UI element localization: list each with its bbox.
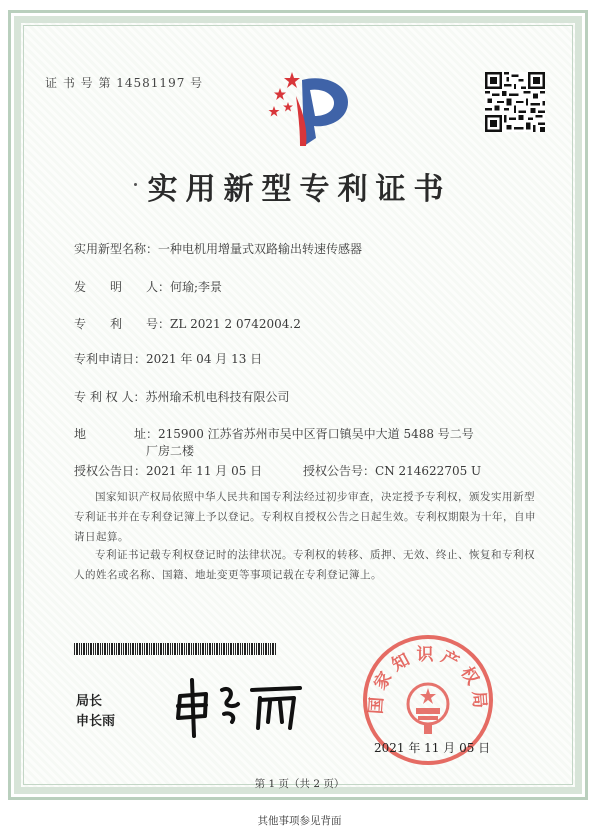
handwritten-signature [172,676,312,738]
field-inventor [74,278,222,295]
logo-star-2 [274,88,286,100]
field-value: 2021 年 04 月 13 日 [146,352,263,366]
logo-star-4 [283,102,293,112]
field-label: 授权公告号： [303,464,376,478]
certificate-number: 证 书 号 第 14581197 号 [45,76,204,90]
field-label: 地 址： [74,427,159,441]
field-label: 发 明 人： [74,280,171,294]
field-grant-date [74,462,262,479]
grant-statement-paragraph: 国家知识产权局依照中华人民共和国专利法经过初步审查，决定授予专利权，颁发实用新型专利证书并在专利登记簿上予以登记。专利权自授权公告之日起生效。专利权期限为十年，自申请日起算。 [74,491,536,543]
field-label: 专 利 号： [74,317,171,331]
field-value: 何瑜;李景 [170,280,223,294]
svg-text:国家知识产权局: 国家知识产权局 [366,645,490,715]
qr-code [485,72,545,132]
logo-star-3 [269,106,280,117]
field-label: 专利申请日： [74,352,147,366]
field-grant-number [303,462,481,479]
logo-star-1 [284,72,300,88]
cnipa-logo [262,66,354,150]
field-value: CN 214622705 U [375,464,482,478]
footer-note: 其他事项参见背面 [257,815,342,827]
field-value: 215900 江苏省苏州市吴中区胥口镇吴中大道 5488 号二号 [158,427,474,441]
field-patentee [74,388,289,405]
field-address-line2: 厂房二楼 [146,444,195,458]
legal-status-paragraph: 专利证书记载专利权登记时的法律状况。专利权的转移、质押、无效、终止、恢复和专利权人的姓名或名称、国籍、地址变更等事项记载在专利登记簿上。 [74,549,535,581]
certificate-title: 实用新型专利证书 [147,172,452,207]
seal-date: 2021 年 11 月 05 日 [374,741,491,755]
title-dot [134,183,137,186]
signer-title: 局长 [76,694,103,709]
field-address [74,425,474,442]
field-value: 一种电机用增量式双路输出转速传感器 [158,242,363,256]
field-value: 2021 年 11 月 05 日 [146,464,263,478]
field-label: 授权公告日： [74,464,147,478]
field-label: 实用新型名称： [74,242,159,256]
national-emblem-icon [408,684,448,734]
field-value: 苏州瑜禾机电科技有限公司 [145,390,290,404]
field-utility-model-name [74,240,362,257]
field-value: ZL 2021 2 0742004.2 [170,317,301,331]
field-filing-date [74,350,262,367]
page-indicator: 第 1 页（共 2 页） [254,778,345,790]
barcode [74,643,276,655]
signer-name: 申长雨 [76,714,116,729]
field-label: 专 利 权 人： [74,390,146,404]
field-patent-number [74,315,301,332]
